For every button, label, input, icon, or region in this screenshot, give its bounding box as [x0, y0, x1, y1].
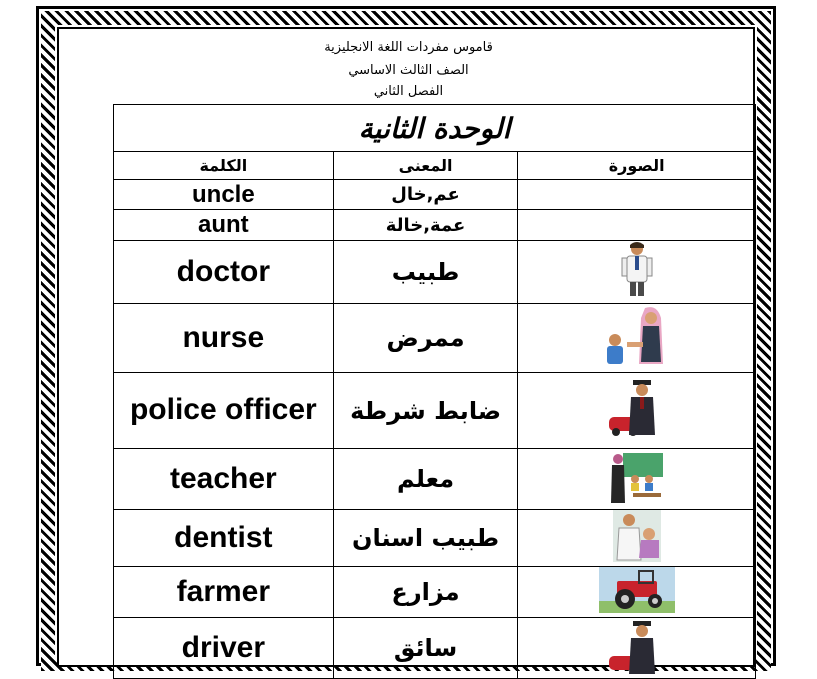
table-row: [114, 449, 756, 510]
meaning-cell: معلم: [333, 449, 518, 510]
picture-cell: [518, 210, 756, 241]
meaning-cell: مزارع: [333, 567, 518, 618]
column-header-meaning: المعنى: [333, 152, 518, 180]
picture-cell: [518, 180, 756, 210]
table-row: [114, 241, 756, 304]
grade-label: الصف الثالث الاساسي: [348, 63, 469, 78]
word-cell: uncle: [114, 180, 334, 210]
dictionary-title: قاموس مفردات اللغة الانجليزية: [324, 40, 493, 55]
vocabulary-table: [113, 104, 756, 679]
teacher-illustration: [609, 449, 665, 505]
police-officer-illustration: [609, 377, 665, 441]
doctor-illustration: [617, 241, 657, 299]
table-row: [114, 567, 756, 618]
meaning-cell: ممرض: [333, 304, 518, 373]
driver-illustration: [609, 618, 665, 674]
unit-title: الوحدة الثانية: [114, 105, 756, 152]
tractor-illustration: [599, 567, 675, 613]
picture-cell: [518, 510, 756, 567]
meaning-cell: سائق: [333, 618, 518, 679]
nurse-illustration: [601, 304, 673, 368]
word-cell: nurse: [114, 304, 334, 373]
table-row: [114, 618, 756, 679]
table-row: [114, 180, 756, 210]
meaning-cell: عمة,خالة: [333, 210, 518, 241]
word-cell: aunt: [114, 210, 334, 241]
table-row: [114, 304, 756, 373]
column-header-word: الكلمة: [114, 152, 334, 180]
dentist-illustration: [613, 510, 661, 562]
table-row: [114, 210, 756, 241]
picture-cell: [518, 449, 756, 510]
semester-label: الفصل الثاني: [373, 84, 444, 99]
word-cell: driver: [114, 618, 334, 679]
meaning-cell: طبيب: [333, 241, 518, 304]
word-cell: farmer: [114, 567, 334, 618]
picture-cell: [518, 618, 756, 679]
table-row: [114, 510, 756, 567]
word-cell: teacher: [114, 449, 334, 510]
picture-cell: [518, 304, 756, 373]
meaning-cell: عم,خال: [333, 180, 518, 210]
word-cell: police officer: [114, 373, 334, 449]
meaning-cell: طبيب اسنان: [333, 510, 518, 567]
picture-cell: [518, 241, 756, 304]
word-cell: dentist: [114, 510, 334, 567]
column-header-picture: الصورة: [518, 152, 756, 180]
meaning-cell: ضابط شرطة: [333, 373, 518, 449]
table-row: [114, 373, 756, 449]
picture-cell: [518, 373, 756, 449]
word-cell: doctor: [114, 241, 334, 304]
picture-cell: [518, 567, 756, 618]
